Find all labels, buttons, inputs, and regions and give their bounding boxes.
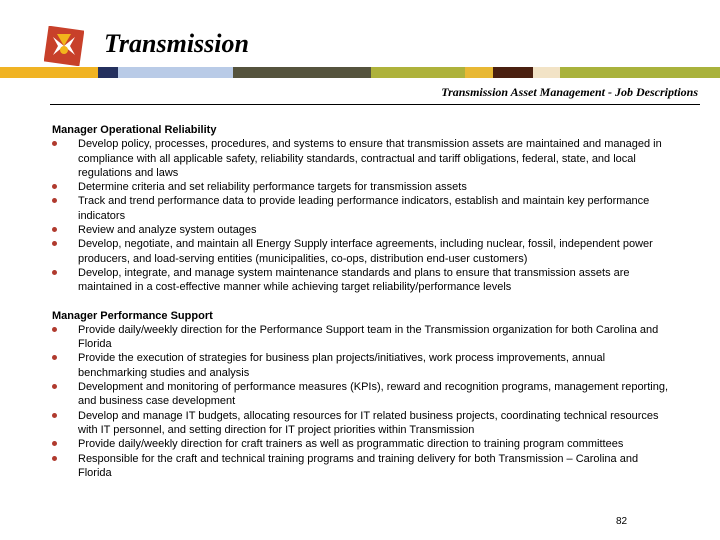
company-logo-icon	[44, 26, 84, 66]
header-divider	[50, 104, 700, 105]
bullet-icon	[52, 355, 57, 360]
list-item	[52, 137, 672, 180]
list-item	[52, 237, 672, 266]
section-manager-operational-reliability	[52, 123, 672, 295]
page-subtitle: Transmission Asset Management - Job Descriptions	[441, 85, 698, 99]
section-heading: Manager Performance Support	[52, 309, 213, 322]
section-manager-performance-support	[52, 309, 672, 481]
list-item-text: Track and trend performance data to provide leading performance indicators, establish and maintain key performance indicators	[78, 195, 650, 222]
bullet-icon	[52, 270, 57, 275]
bullet-icon	[52, 456, 57, 461]
list-item	[52, 380, 672, 409]
bullet-icon	[52, 413, 57, 418]
color-band-segment	[0, 67, 98, 78]
list-item	[52, 323, 672, 352]
color-band-segment	[493, 67, 533, 78]
list-item-text: Develop, integrate, and manage system maintenance standards and plans to ensure that transmission assets are maintained in a cost-effective manner while achieving target reliability/performance levels	[78, 266, 630, 294]
color-band-segment	[533, 67, 560, 78]
page-title: Transmission	[104, 29, 249, 58]
list-item-text: Develop, negotiate, and maintain all Energy Supply interface agreements, including nuclear, fossil, independent power producers, and load-serving entities (municipalities, co-ops, distribution end-user customers)	[78, 238, 653, 265]
list-item-text: Provide daily/weekly direction for craft trainers as well as programmatic direction to training program committees	[78, 438, 624, 451]
color-band-segment	[233, 67, 371, 78]
list-item-text: Develop policy, processes, procedures, and systems to ensure that transmission assets are maintained and managed in compliance with all applicable safety, reliability standards, contractual and tariff obligations, federal, state, and local regulations and laws	[78, 138, 662, 179]
list-item-text: Development and monitoring of performance measures (KPIs), reward and recognition programs, management reporting, and business case development	[78, 381, 669, 408]
list-item	[52, 223, 672, 237]
list-item	[52, 180, 672, 194]
bullet-icon	[52, 227, 57, 232]
list-item	[52, 351, 672, 380]
list-item-text: Review and analyze system outages	[78, 224, 257, 237]
list-item	[52, 266, 672, 295]
color-band-segment	[371, 67, 465, 78]
bullet-icon	[52, 184, 57, 189]
page-number: 82	[616, 516, 628, 527]
color-band-segment	[118, 67, 233, 78]
list-item	[52, 452, 672, 481]
bullet-icon	[52, 241, 57, 246]
bullet-icon	[52, 198, 57, 203]
list-item	[52, 437, 672, 451]
list-item-text: Provide the execution of strategies for business plan projects/initiatives, work process improvements, annual benchmarking studies and analysis	[78, 352, 606, 379]
color-band-segment	[560, 67, 720, 78]
bullet-icon	[52, 384, 57, 389]
color-band-segment	[98, 67, 118, 78]
color-band	[0, 67, 720, 78]
list-item-text: Develop and manage IT budgets, allocating resources for IT related business projects, coordinating technical resources with IT personnel, and setting direction for IT project priorities within Transmission	[78, 409, 659, 436]
list-item-text: Responsible for the craft and technical training programs and training delivery for both Transmission – Carolina and Florida	[78, 452, 639, 479]
list-item-text: Provide daily/weekly direction for the Performance Support team in the Transmission organization for both Carolina and Florida	[78, 323, 659, 351]
section-heading: Manager Operational Reliability	[52, 124, 217, 136]
list-item	[52, 409, 672, 438]
bullet-icon	[52, 327, 57, 332]
color-band-segment	[465, 67, 493, 78]
job-descriptions	[52, 123, 672, 494]
list-item-text: Determine criteria and set reliability performance targets for transmission assets	[78, 181, 467, 194]
bullet-icon	[52, 441, 57, 446]
responsibility-list	[52, 323, 672, 480]
list-item	[52, 194, 672, 223]
responsibility-list	[52, 137, 672, 294]
bullet-icon	[52, 141, 57, 146]
